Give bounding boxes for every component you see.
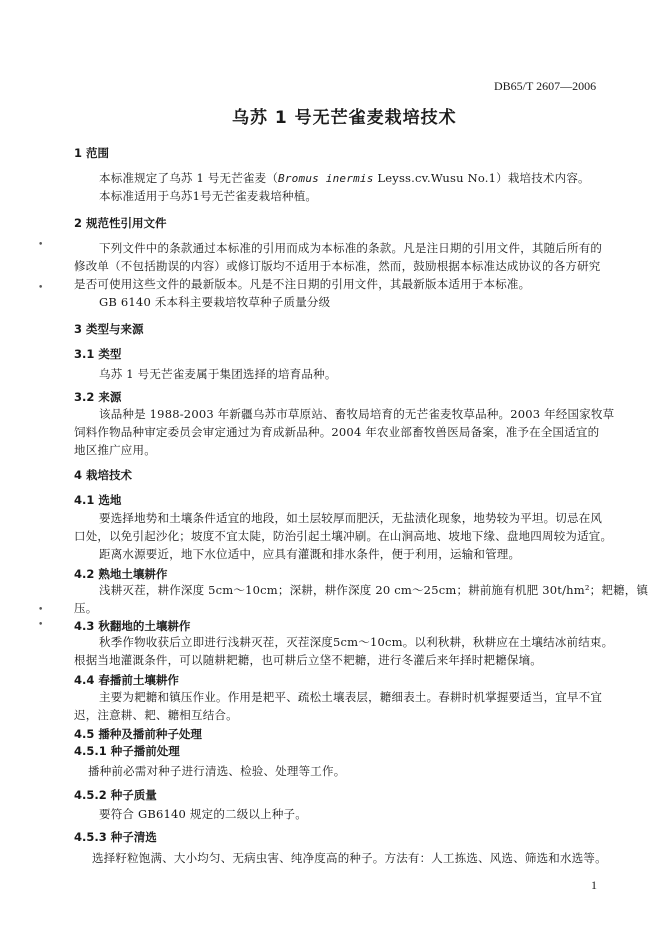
- section-4-3-heading: 4.3 秋翻地的土壤耕作: [74, 619, 191, 633]
- document-id: DB65/T 2607—2006: [494, 79, 597, 93]
- reference-gb6140: GB 6140 禾本科主要栽培牧草种子质量分级: [99, 295, 331, 309]
- margin-mark: •: [38, 240, 44, 250]
- margin-mark: •: [38, 605, 44, 615]
- section-4-1-line-3: 距离水源要近，地下水位适中，应具有灌溉和排水条件，便于利用，运输和管理。: [99, 547, 521, 561]
- section-4-5-1-heading: 4.5.1 种子播前处理: [74, 744, 180, 758]
- section-4-2-line-1: 浅耕灭茬，耕作深度 5cm～10cm；深耕，耕作深度 20 cm～25cm；耕前施有机肥 30t/hm²；耙耱，镇: [99, 583, 649, 597]
- section-4-5-1-line-1: 播种前必需对种子进行清选、检验、处理等工作。: [88, 764, 346, 778]
- section-4-4-line-2: 迟，注意耕、耙、耱相互结合。: [74, 708, 238, 722]
- section-1-line-1: 本标准规定了乌苏 1 号无芒雀麦（Bromus inermis Leyss.cv.Wusu No.1）栽培技术内容。: [99, 171, 590, 185]
- section-1-line-2: 本标准适用于乌苏1号无芒雀麦栽培种植。: [99, 189, 318, 203]
- latin-name: Bromus inermis: [278, 172, 374, 185]
- margin-mark: •: [38, 620, 44, 630]
- section-4-3-line-2: 根据当地灌溉条件，可以随耕耙耱，也可耕后立垡不耙耱，进行冬灌后来年择时耙耱保墒。: [74, 653, 542, 667]
- section-2-heading: 2 规范性引用文件: [74, 216, 167, 230]
- section-4-4-line-1: 主要为耙耱和镇压作业。作用是耙平、疏松土壤表层，耱细表土。春耕时机掌握要适当，宜早不宜: [99, 690, 603, 704]
- section-3-2-line-3: 地区推广应用。: [74, 443, 156, 457]
- section-2-line-3: 是否可使用这些文件的最新版本。凡是不注日期的引用文件，其最新版本适用于本标准。: [74, 277, 531, 291]
- section-3-2-heading: 3.2 来源: [74, 390, 122, 404]
- section-4-5-heading: 4.5 播种及播前种子处理: [74, 727, 202, 741]
- section-3-heading: 3 类型与来源: [74, 322, 144, 336]
- section-4-2-line-2: 压。: [74, 601, 98, 615]
- section-1-heading: 1 范围: [74, 146, 110, 160]
- section-4-2-heading: 4.2 熟地土壤耕作: [74, 567, 168, 581]
- section-4-5-2-line-1: 要符合 GB6140 规定的二级以上种子。: [99, 807, 307, 821]
- document-title: 乌苏 1 号无芒雀麦栽培技术: [232, 108, 457, 128]
- section-4-5-3-line-1: 选择籽粒饱满、大小均匀、无病虫害、纯净度高的种子。方法有：人工拣选、风选、筛选和水选等。: [92, 851, 607, 865]
- margin-mark: •: [38, 283, 44, 293]
- section-3-2-line-1: 该品种是 1988-2003 年新疆乌苏市草原站、畜牧局培育的无芒雀麦牧草品种。2003 年经国家牧草: [99, 407, 615, 421]
- section-4-4-heading: 4.4 春播前土壤耕作: [74, 673, 179, 687]
- page-number: 1: [591, 878, 597, 892]
- section-3-2-line-2: 饲料作物品种审定委员会审定通过为育成新品种。2004 年农业部畜牧兽医局备案，准予在全国适宜的: [74, 425, 600, 439]
- section-4-5-3-heading: 4.5.3 种子清选: [74, 830, 157, 844]
- section-3-1-line-1: 乌苏 1 号无芒雀麦属于集团选择的培育品种。: [99, 367, 337, 381]
- section-4-heading: 4 栽培技术: [74, 468, 133, 482]
- section-4-1-heading: 4.1 选地: [74, 493, 122, 507]
- section-4-1-line-2: 口处，以免引起沙化；坡度不宜太陡，防治引起土壤冲刷。在山涧高地、坡地下缘、盘地四周较为适宜。: [74, 529, 613, 543]
- section-4-3-line-1: 秋季作物收获后立即进行浅耕灭茬，灭茬深度5cm～10cm。以利秋耕，秋耕应在土壤结冰前结束。: [99, 635, 614, 649]
- section-3-1-heading: 3.1 类型: [74, 347, 122, 361]
- section-2-line-2: 修改单（不包括勘误的内容）或修订版均不适用于本标准，然而，鼓励根据本标准达成协议的各方研究: [74, 259, 601, 273]
- section-4-1-line-1: 要选择地势和土壤条件适宜的地段，如土层较厚而肥沃，无盐渍化现象，地势较为平坦。切忌在风: [99, 511, 603, 525]
- section-2-line-1: 下列文件中的条款通过本标准的引用而成为本标准的条款。凡是注日期的引用文件，其随后所有的: [99, 241, 603, 255]
- section-4-5-2-heading: 4.5.2 种子质量: [74, 788, 157, 802]
